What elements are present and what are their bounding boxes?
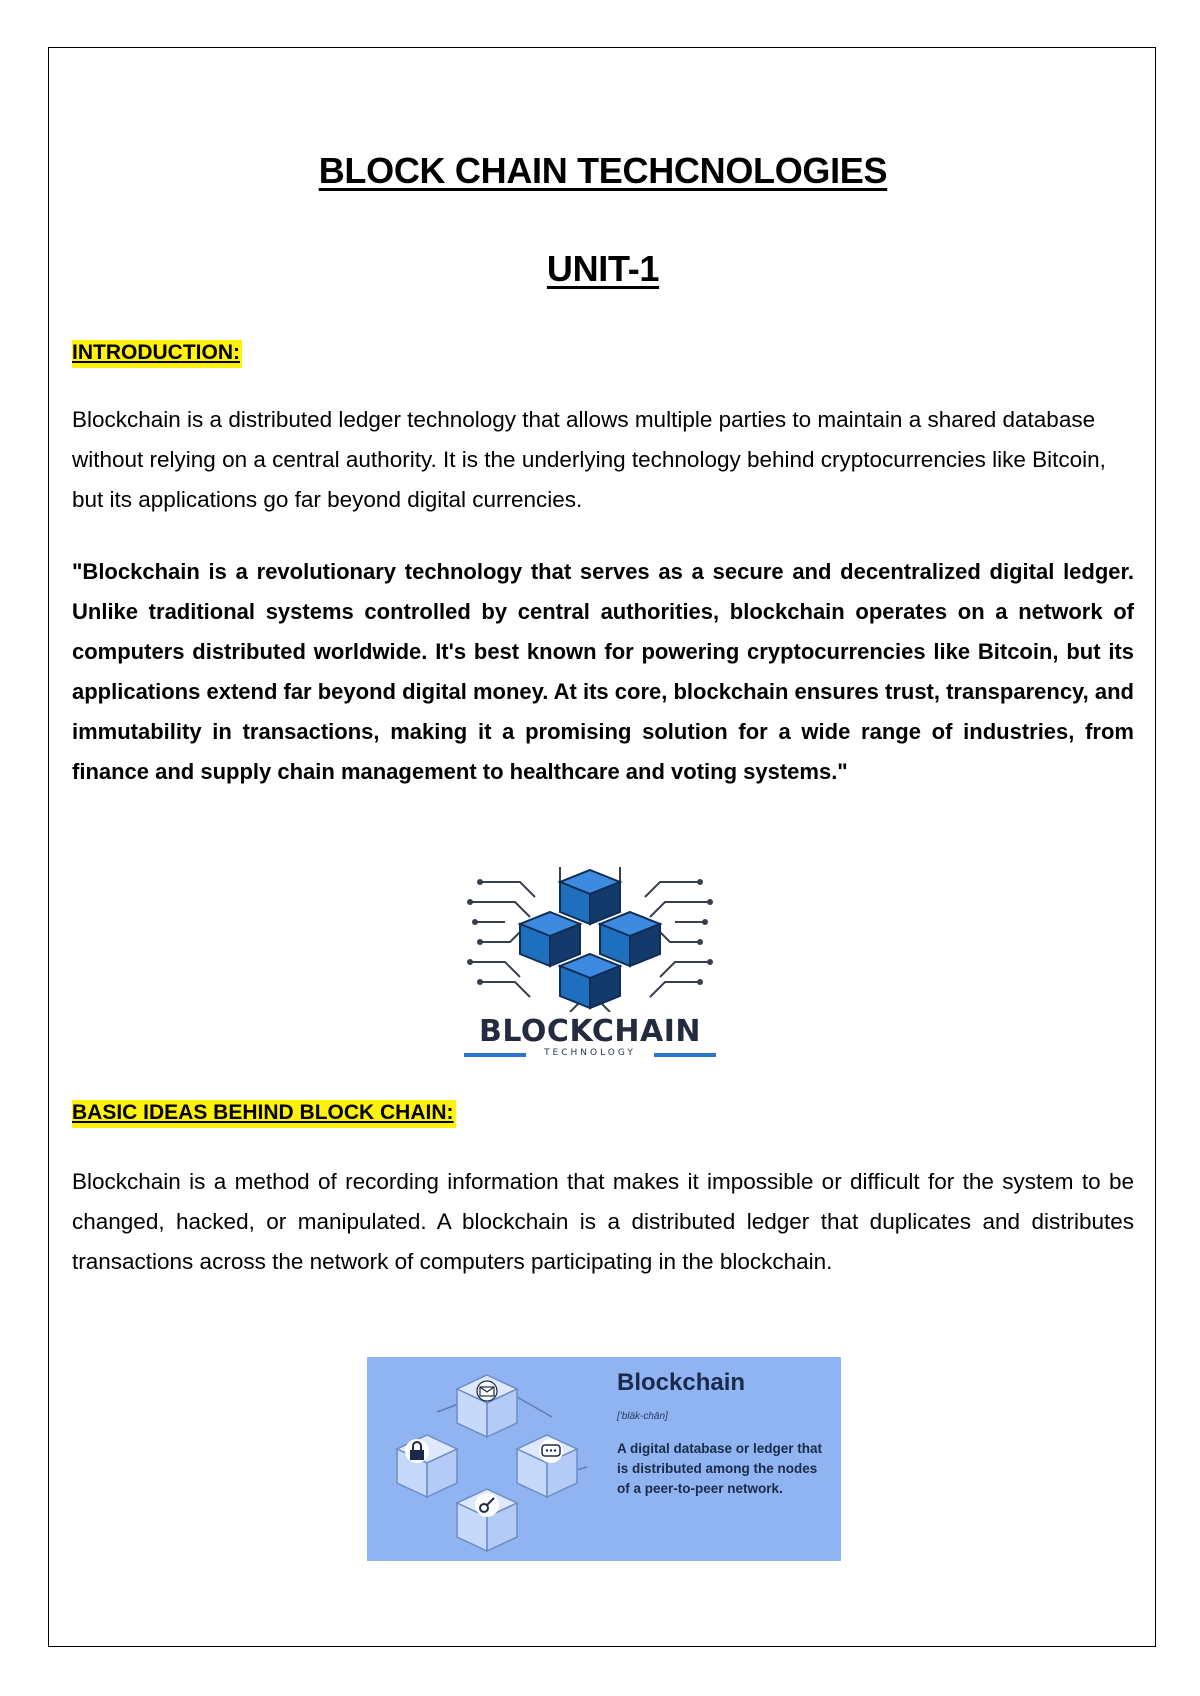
document-title: BLOCK CHAIN TECHCNOLOGIES [318, 150, 888, 191]
card-term: Blockchain [617, 1369, 746, 1396]
section-heading-basic-ideas: BASIC IDEAS BEHIND BLOCK CHAIN: [72, 1100, 456, 1128]
lock-icon [405, 1439, 429, 1463]
blockchain-technology-logo [460, 862, 720, 1062]
logo-title: BLOCKCHAIN [479, 1014, 701, 1049]
logo-accent-line-right [654, 1053, 716, 1057]
card-definition: A digital database or ledger that is distributed among the nodes of a peer-to-peer network. [617, 1441, 823, 1496]
blockchain-cubes-graphic [460, 862, 720, 1012]
key-icon [475, 1493, 499, 1517]
card-pronunciation: ['bläk-chān] [617, 1411, 668, 1422]
mail-icon [477, 1381, 497, 1401]
blockchain-definition-card [367, 1357, 841, 1561]
network-cubes-graphic [367, 1357, 607, 1561]
logo-subtitle: TECHNOLOGY [544, 1048, 636, 1058]
basic-ideas-paragraph: Blockchain is a method of recording information that makes it impossible or difficult for the system to be changed, hacked, or manipulated. A blockchain is a distributed ledger that duplicates and distributes transactions across the network of computers participating in the blockchain. [72, 1169, 1134, 1274]
unit-heading: UNIT-1 [546, 248, 660, 289]
chat-icon [539, 1439, 563, 1463]
section-heading-introduction: INTRODUCTION: [72, 340, 242, 368]
intro-paragraph: Blockchain is a distributed ledger technology that allows multiple parties to maintain a shared database without relying on a central authority. It is the underlying technology behind cryptocurrencies like Bitcoin, but its applications go far beyond digital currencies. [72, 407, 1106, 512]
intro-quote: "Blockchain is a revolutionary technology that serves as a secure and decentralized digital ledger. Unlike traditional systems controlled by central authorities, blockchain operates on a network of computers distributed worldwide. It's best known for powering cryptocurrencies like Bitcoin, but its applications extend far beyond digital money. At its core, blockchain ensures trust, transparency, and immutability in transactions, making it a promising solution for a wide range of industries, from finance and supply chain management to healthcare and voting systems." [72, 559, 1134, 784]
